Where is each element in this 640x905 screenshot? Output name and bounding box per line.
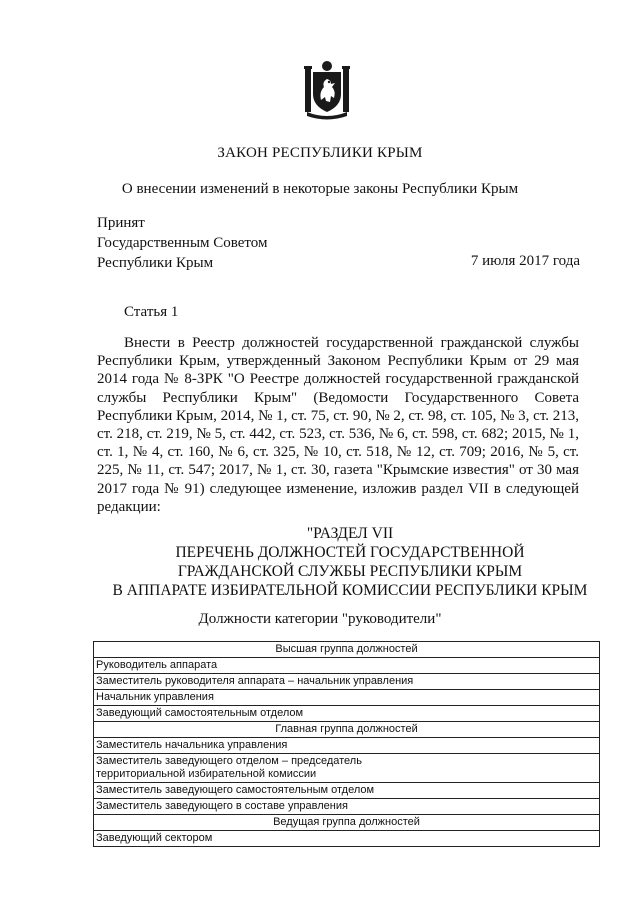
table-row	[94, 754, 600, 783]
adoption-date: 7 июля 2017 года	[470, 253, 580, 269]
table-row	[94, 831, 600, 847]
adopted-line: Государственным Советом	[97, 235, 268, 251]
article-body: Внести в Реестр должностей государственной гражданской службы Республики Крым, утвержденный Законом Республики Крым от 29 мая 2014 года № 8-ЗРК "О Реестре должностей государственной гражданской службы Республики Крым" (Ведомости Государственного Совета Республики Крым, 2014, № 1, ст. 75, ст. 90, № 2, ст. 98, ст. 105, № 3, ст. 213, ст. 218, ст. 219, № 5, ст. 442, ст. 523, ст. 536, № 6, ст. 598, ст. 682; 2015, № 1, ст. 1, № 4, ст. 160, № 6, ст. 325, № 10, ст. 518, № 12, ст. 709; 2016, № 5, ст. 225, № 11, ст. 547; 2017, № 1, ст. 30, газета "Крымские известия" от 30 мая 2017 года № 91) следующее изменение, изложив раздел VII в следующей редакции:	[97, 335, 579, 515]
group-header-cell: Ведущая группа должностей	[94, 815, 600, 831]
section-heading-line: "РАЗДЕЛ VII	[306, 525, 394, 542]
table-row	[94, 799, 600, 815]
group-header-cell: Главная группа должностей	[94, 722, 600, 738]
section-heading-line: ПЕРЕЧЕНЬ ДОЛЖНОСТЕЙ ГОСУДАРСТВЕННОЙ	[175, 544, 525, 561]
section-heading-line: ГРАЖДАНСКОЙ СЛУЖБЫ РЕСПУБЛИКИ КРЫМ	[177, 563, 523, 580]
table-row	[94, 722, 600, 738]
position-cell: Заместитель руководителя аппарата – начальник управления	[94, 674, 600, 690]
position-cell: Заместитель начальника управления	[94, 738, 600, 754]
adopted-line: Республики Крым	[97, 255, 214, 271]
position-cell: Заместитель заведующего отделом – председатель территориальной избирательной комиссии	[94, 754, 600, 783]
crimea-coat-of-arms-icon	[304, 60, 350, 120]
position-cell: Заведующий сектором	[94, 831, 600, 847]
table-row	[94, 738, 600, 754]
law-subtitle: О внесении изменений в некоторые законы Республики Крым	[121, 181, 519, 197]
position-cell: Заведующий самостоятельным отделом	[94, 706, 600, 722]
law-title: ЗАКОН РЕСПУБЛИКИ КРЫМ	[217, 145, 423, 161]
article-heading: Статья 1	[124, 304, 179, 320]
positions-table	[93, 641, 600, 847]
group-header-cell: Высшая группа должностей	[94, 642, 600, 658]
table-row	[94, 642, 600, 658]
category-heading: Должности категории "руководители"	[198, 611, 442, 627]
section-heading	[60, 524, 640, 600]
table-row	[94, 783, 600, 799]
table-row	[94, 815, 600, 831]
position-cell: Заместитель заведующего в составе управления	[94, 799, 600, 815]
adopted-block	[97, 213, 268, 273]
position-cell: Руководитель аппарата	[94, 658, 600, 674]
position-cell: Начальник управления	[94, 690, 600, 706]
position-cell: Заместитель заведующего самостоятельным отделом	[94, 783, 600, 799]
adopted-line: Принят	[97, 215, 145, 231]
section-heading-line: В АППАРАТЕ ИЗБИРАТЕЛЬНОЙ КОМИССИИ РЕСПУБЛИКИ КРЫМ	[112, 582, 588, 599]
table-row	[94, 690, 600, 706]
table-row	[94, 674, 600, 690]
table-row	[94, 658, 600, 674]
table-row	[94, 706, 600, 722]
